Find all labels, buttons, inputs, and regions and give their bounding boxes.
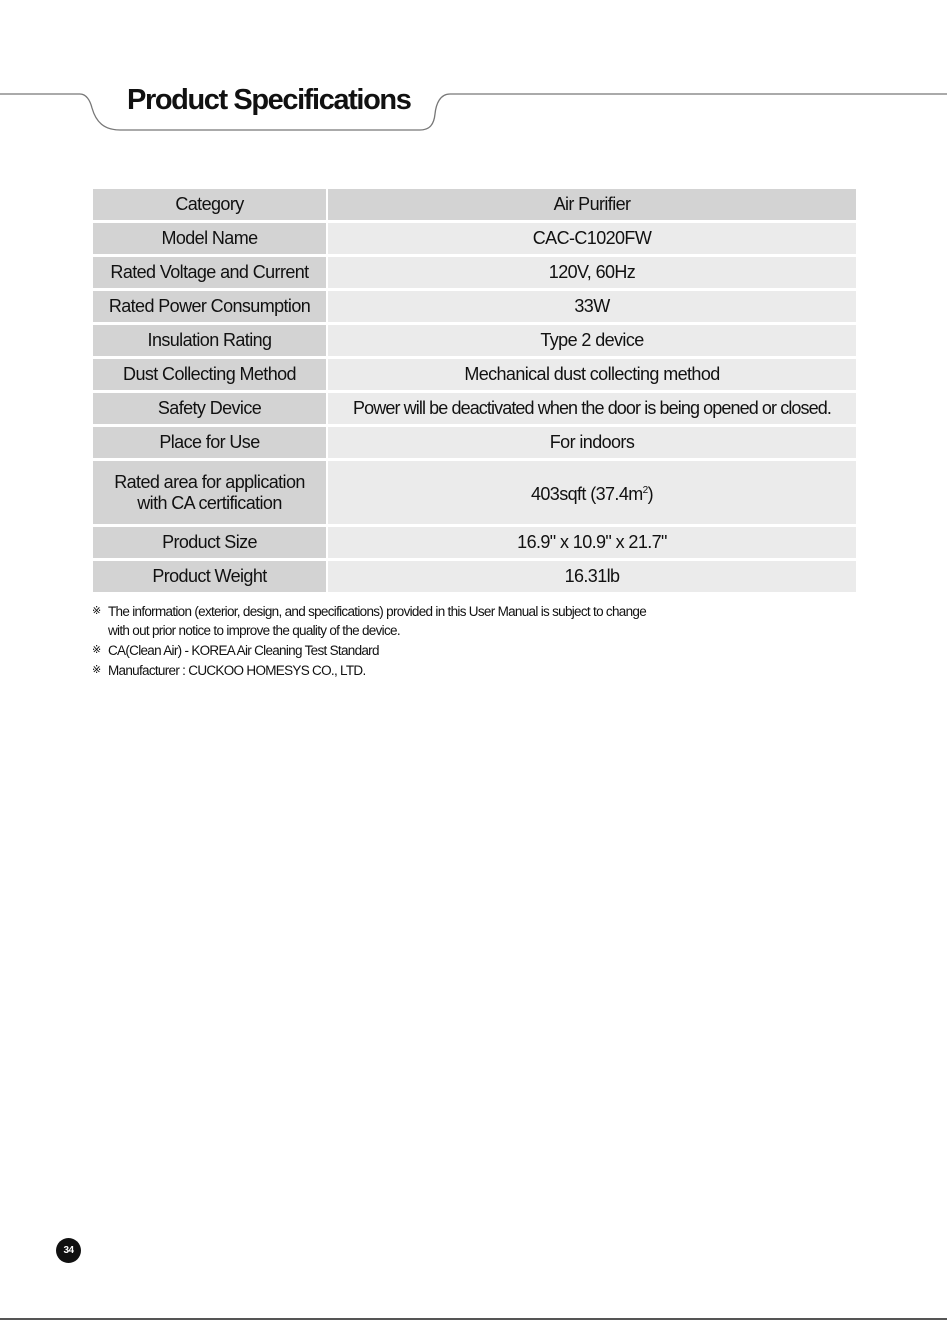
page-number-badge: 34 <box>56 1238 81 1263</box>
table-row <box>93 427 856 458</box>
footnote <box>92 602 792 640</box>
spec-label: Product Weight <box>93 561 326 592</box>
reference-mark-icon: ※ <box>92 644 101 656</box>
spec-label: Category <box>93 189 326 220</box>
table-row <box>93 561 856 592</box>
spec-value <box>328 461 856 524</box>
footnote-line: Manufacturer : CUCKOO HOMESYS CO., LTD. <box>108 663 366 678</box>
spec-label: Model Name <box>93 223 326 254</box>
spec-label: Dust Collecting Method <box>93 359 326 390</box>
page-title: Product Specifications <box>127 84 411 116</box>
spec-value: 16.31lb <box>328 561 856 592</box>
spec-label: Product Size <box>93 527 326 558</box>
spec-label: Rated Voltage and Current <box>93 257 326 288</box>
spec-value: 120V, 60Hz <box>328 257 856 288</box>
footnote-line: CA(Clean Air) - KOREA Air Cleaning Test Standard <box>108 643 379 658</box>
table-row <box>93 359 856 390</box>
spec-value: Power will be deactivated when the door is being opened or closed. <box>328 393 856 424</box>
footnote-text <box>108 661 366 680</box>
footnote-line: with out prior notice to improve the quality of the device. <box>108 623 400 638</box>
table-row <box>93 257 856 288</box>
spec-value: Type 2 device <box>328 325 856 356</box>
spec-value-end: ) <box>647 484 654 504</box>
footnote <box>92 641 792 660</box>
spec-label: Insulation Rating <box>93 325 326 356</box>
table-row <box>93 461 856 524</box>
table-row <box>93 527 856 558</box>
spec-label: Rated Power Consumption <box>93 291 326 322</box>
table-row <box>93 325 856 356</box>
reference-mark-icon: ※ <box>92 605 101 617</box>
spec-value: Mechanical dust collecting method <box>328 359 856 390</box>
table-row <box>93 189 856 220</box>
spec-table <box>91 186 858 595</box>
spec-label-line: Rated area for application <box>114 471 305 492</box>
header-decoration <box>0 0 947 150</box>
spec-label: Safety Device <box>93 393 326 424</box>
footnote <box>92 661 792 680</box>
superscript: 2 <box>642 485 648 496</box>
spec-label-line: with CA certification <box>137 492 282 513</box>
footnotes <box>92 602 792 681</box>
table-row <box>93 223 856 254</box>
spec-label <box>93 461 326 524</box>
reference-mark-icon: ※ <box>92 664 101 676</box>
footnote-text <box>108 602 646 640</box>
footnote-line: The information (exterior, design, and specifications) provided in this User Manual is subject to change <box>108 604 647 619</box>
spec-value: 16.9" x 10.9" x 21.7" <box>328 527 856 558</box>
spec-value-main: 403sqft (37.4m <box>530 484 643 504</box>
spec-value: 33W <box>328 291 856 322</box>
table-row <box>93 291 856 322</box>
spec-value: Air Purifier <box>328 189 856 220</box>
bottom-divider <box>0 1318 947 1320</box>
spec-label: Place for Use <box>93 427 326 458</box>
footnote-text <box>108 641 379 660</box>
spec-value: For indoors <box>328 427 856 458</box>
spec-value: CAC-C1020FW <box>328 223 856 254</box>
table-row <box>93 393 856 424</box>
